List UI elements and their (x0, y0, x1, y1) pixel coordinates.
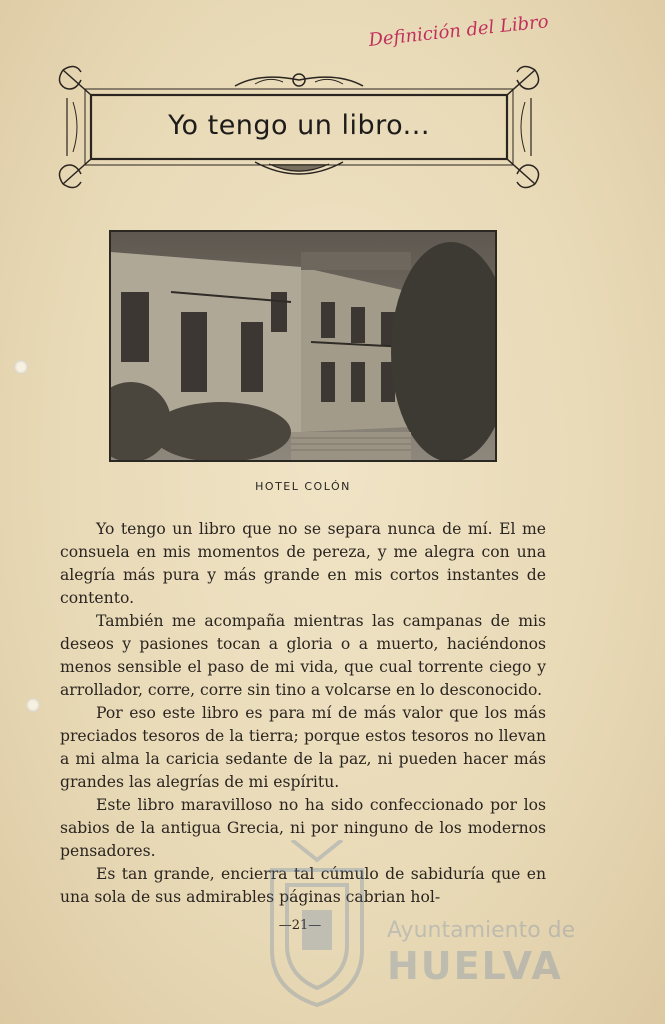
watermark-line2: HUELVA (387, 944, 563, 988)
paragraph: Es tan grande, encierra tal cúmulo de sabiduría que en una sola de sus admirables páginas cabrian hol- (60, 865, 546, 906)
page-number: —21— (278, 918, 322, 933)
paragraph: Yo tengo un libro que no se separa nunca de mí. El me consuela en mis momentos de pereza, y me alegra con una alegría más pura y más grande en mis cortos instantes de contento. (60, 520, 546, 607)
handwritten-note: Definición del Libro (367, 11, 550, 51)
page-title: Yo tengo un libro... (168, 109, 430, 141)
building-photo-icon (111, 232, 495, 460)
photo-caption: HOTEL COLÓN (255, 480, 351, 493)
paragraph: También me acompaña mientras las campanas de mis deseos y pasiones tocan a gloria o a muerto, haciéndonos menos sensible el paso de mi vida, que cual torrente ciego y arrollador, corre, corre sin tino a volcarse en lo desconocido. (60, 612, 546, 699)
hotel-photo (109, 230, 497, 462)
punch-hole (14, 360, 28, 374)
punch-hole (26, 698, 40, 712)
watermark (262, 840, 592, 1020)
watermark-line1: Ayuntamiento de (387, 918, 576, 943)
paragraph: Este libro maravilloso no ha sido confeccionado por los sabios de la antigua Grecia, ni por ninguno de los modernos pensadores. (60, 796, 546, 860)
coat-of-arms-icon (262, 840, 372, 1010)
paragraph: Por eso este libro es para mí de más valor que los más preciados tesoros de la tierra; porque estos tesoros no llevan a mi alma la caricia sedante de la paz, ni pueden hacer más grandes las alegrías de mi espíritu. (60, 704, 546, 791)
